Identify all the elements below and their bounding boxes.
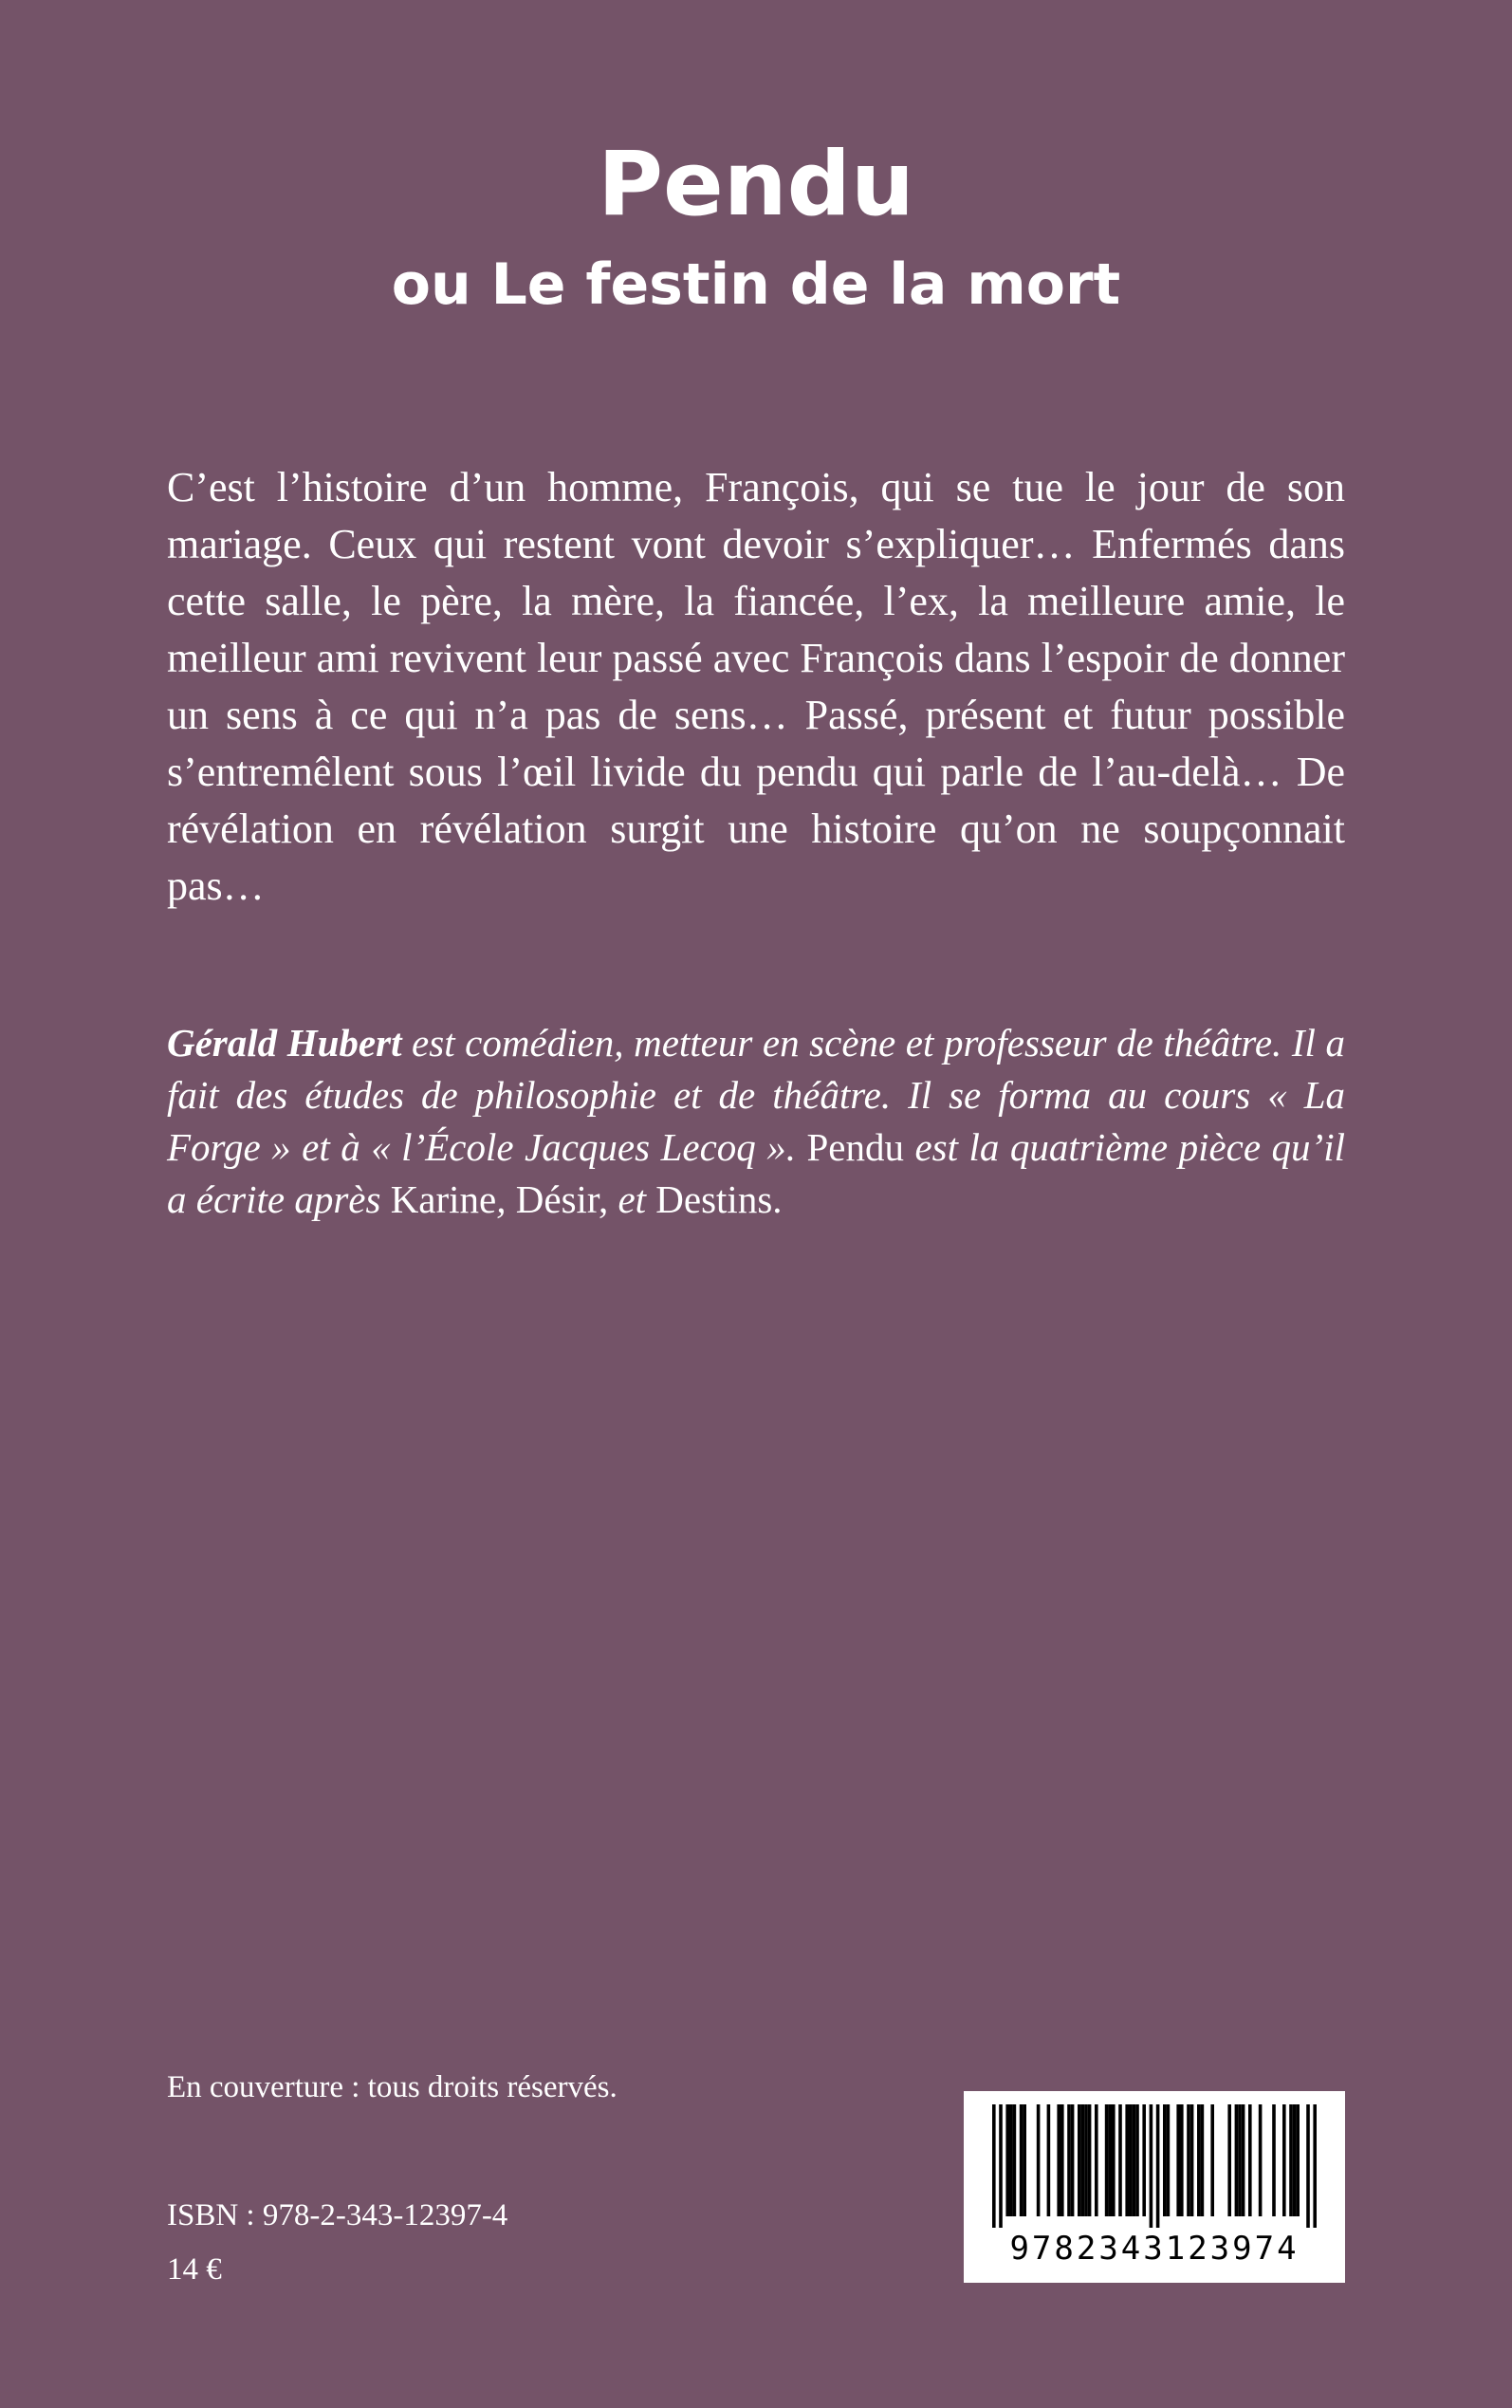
author-bio <box>167 1017 1345 1226</box>
barcode-bar <box>1289 2104 1293 2216</box>
barcode-bar <box>1081 2104 1085 2216</box>
bio-end: . <box>772 1177 783 1221</box>
barcode-bar <box>1235 2104 1239 2216</box>
barcode-bar <box>1150 2104 1153 2228</box>
work-title-desir: Désir <box>515 1177 599 1221</box>
work-title-karine: Karine <box>390 1177 497 1221</box>
barcode-bar <box>1129 2104 1133 2216</box>
price-text: 14 € <box>167 2252 222 2287</box>
book-title: Pendu <box>598 133 914 236</box>
barcode-bar <box>1071 2104 1075 2216</box>
book-blurb: C’est l’histoire d’un homme, François, qui se tue le jour de son mariage. Ceux qui restent vont devoir s’expliquer… Enfermés dans cette salle, le père, la mère, la fiancée, l’ex, la meilleure amie, le meilleur ami revivent leur passé avec François dans l’espoir de donner un sens à ce qui n’a pas de sens… Passé, présent et futur possible s’entremêlent sous l’œil livide du pendu qui parle de l’au-delà… De révélation en révélation surgit une histoire qu’on ne soupçonnait pas… <box>167 464 1345 909</box>
cover-credit: En couverture : tous droits réservés. <box>167 2070 618 2104</box>
barcode-bar <box>1176 2104 1180 2216</box>
isbn-barcode <box>964 2091 1345 2283</box>
bio-separator-2: , <box>598 1177 618 1221</box>
barcode-bar <box>1242 2104 1245 2216</box>
bio-separator-3 <box>646 1177 655 1221</box>
barcode-bar <box>1084 2104 1088 2216</box>
barcode-bar <box>1020 2104 1023 2216</box>
barcode-bar <box>1037 2104 1041 2216</box>
barcode-bar <box>1282 2104 1286 2216</box>
barcode-bar <box>999 2104 1003 2228</box>
barcode-bar <box>1135 2104 1139 2216</box>
barcode-bar <box>1023 2104 1026 2216</box>
barcode-bar <box>1142 2104 1146 2216</box>
barcode-bar <box>1125 2104 1129 2216</box>
barcode-bar <box>1238 2104 1242 2216</box>
barcode-bar <box>1047 2104 1051 2216</box>
barcode-bar <box>1248 2104 1252 2216</box>
barcode-bar <box>1190 2104 1194 2216</box>
barcode-bar <box>1009 2104 1013 2216</box>
barcode-bar <box>1296 2104 1300 2216</box>
barcode-bar <box>1057 2104 1060 2216</box>
bio-text-1: est comédien, metteur en scène et professeur de théâtre. Il a fait des études de philosophie et de théâtre. Il se forma au cours « La Forge » et à « l’École Jacques Lecoq ». <box>167 1021 1345 1169</box>
isbn-text: ISBN : 978-2-343-12397-4 <box>167 2198 508 2232</box>
barcode-bar <box>1163 2104 1167 2216</box>
barcode-bar <box>1210 2104 1214 2216</box>
barcode-bar <box>1108 2104 1112 2216</box>
author-name: Gérald Hubert <box>167 1021 402 1065</box>
bio-separator-1: , <box>496 1177 516 1221</box>
barcode-bar <box>1118 2104 1122 2216</box>
barcode-bar <box>1078 2104 1081 2216</box>
barcode-bars <box>977 2104 1332 2228</box>
barcode-bar <box>1293 2104 1297 2216</box>
barcode-bar <box>1088 2104 1092 2216</box>
work-title-destins: Destins <box>655 1177 773 1221</box>
barcode-bar <box>992 2104 996 2228</box>
work-title-pendu: Pendu <box>806 1125 904 1169</box>
bio-text-2: est la quatrième pièce qu’il a écrite après <box>167 1125 1345 1221</box>
barcode-digits: 9782343123974 <box>1009 2230 1300 2268</box>
barcode-bar <box>1060 2104 1064 2216</box>
barcode-bar <box>1067 2104 1071 2216</box>
barcode-bar <box>1167 2104 1171 2216</box>
barcode-bar <box>1005 2104 1009 2216</box>
barcode-bar <box>1306 2104 1310 2228</box>
book-subtitle: ou Le festin de la mort <box>391 251 1121 318</box>
barcode-bar <box>1013 2104 1017 2216</box>
barcode-bar <box>1112 2104 1116 2216</box>
barcode-bar <box>1187 2104 1190 2216</box>
barcode-bar <box>1272 2104 1276 2216</box>
barcode-bar <box>1197 2104 1201 2216</box>
barcode-bar <box>1133 2104 1136 2216</box>
barcode-bar <box>1201 2104 1205 2216</box>
bio-and: et <box>618 1177 647 1221</box>
barcode-bar <box>1259 2104 1263 2216</box>
barcode-bar <box>1313 2104 1317 2228</box>
barcode-bar <box>1156 2104 1160 2228</box>
barcode-bar <box>1180 2104 1184 2216</box>
barcode-bar <box>1227 2104 1231 2216</box>
barcode-bar <box>1105 2104 1109 2216</box>
barcode-bar <box>1095 2104 1098 2216</box>
